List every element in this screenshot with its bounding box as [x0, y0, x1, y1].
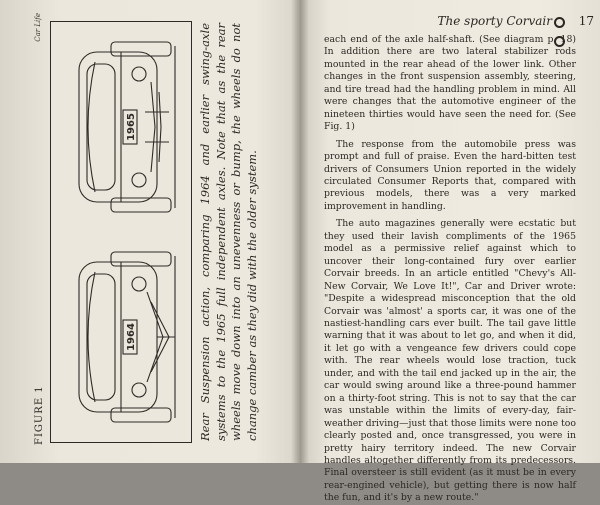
paragraph-2: The response from the automobile press was prompt and full of praise. Even the hard-bitten test drivers of Consumers Union reported in the widely circulated Consumer Reports that, compared with previous models, there was a very marked improvement in handling. — [324, 138, 576, 212]
page-number: 17 — [578, 14, 594, 28]
figure-credit: Car Life — [34, 13, 42, 42]
figure-label: FIGURE 1 — [34, 385, 45, 445]
rotated-figure-block — [30, 11, 270, 451]
page-header — [300, 14, 600, 30]
suspension-illustration — [51, 22, 191, 442]
plate-1964: 1964 — [126, 323, 137, 351]
body-text — [324, 34, 576, 505]
right-page — [300, 0, 600, 504]
paragraph-1: each end of the axle half-shaft. (See diagram p. 18) In addition there are two lateral stabilizer rods mounted in the rear ahead of the lower link. Other changes in the front suspension assembly, steering, and tire tread had the handling problem in mind. All were changes that the automotive engineer of the nineteen thirties would have seen the need for. (See Fig. 1) — [324, 34, 576, 133]
left-page — [0, 0, 300, 463]
book-gutter — [291, 0, 309, 463]
suspension-figure — [50, 21, 192, 443]
paragraph-3: The auto magazines generally were ecstatic but they used their lavish compliments of the 1965 model as a permissive relief against which to uncover their long-contained fury over earlier Corvair breeds. In an article entitled "Chevy's All-New Corvair, We Love It!", Car and Driver wrote: "Despite a widespread misconception that the old Corvair was 'almost' a sports car, it was one of the nastiest-handling cars ever built. The tail gave little warning that it was about to let go, and when it did, it let go with a vengeance few drivers could cope with. The rear wheels would lose traction, tuck under, and with the tail end jacked up in the air, the car would swing around like a three-pound hammer on a thirty-foot string. This is not to say that the car was unstable within the limits of every-day, fair-weather driving—just that those limits were none too clearly posted and, once transgressed, you were in pretty hairy territory indeed. The new Corvair handles altogether differently from its predecessors. Final oversteer is still evident (as it must be in every rear-engined vehicle), but getting there is now half the fun, and it's by a new route." — [324, 218, 576, 504]
running-head: The sporty Corvair — [437, 14, 552, 28]
figure-caption: Rear Suspension action, comparing 1964 and earlier swing-axle systems to the 1965 full independent axles. Note that as the rear wheels move down into an unevenness or bump, the wheels do not change camber as they did with the older system. — [198, 23, 259, 441]
ornament-dots — [554, 17, 578, 27]
plate-1965: 1965 — [126, 113, 137, 141]
